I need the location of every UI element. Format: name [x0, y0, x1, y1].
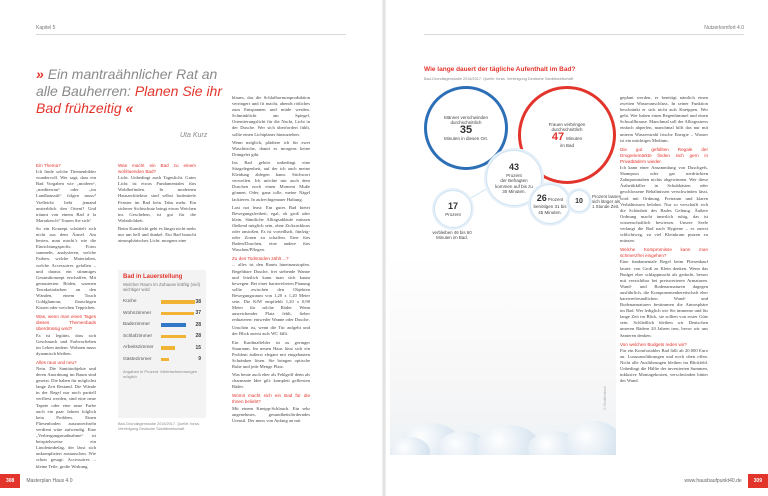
ranking-rows: [123, 296, 201, 365]
header-rule-left: [36, 34, 346, 35]
paragraph: blaues, das die Schlafhormonproduktion verringert und fit macht, abends rötliches zum Entspannen und müde werden. Schminklicht am Spiegel, Orientierungslicht für die Nacht, Licht in der Dusche. Wer sich überfordert fühlt, sollte einen Lichtplaner hinzuziehen.: [232, 95, 310, 137]
ranking-row: [123, 308, 201, 320]
ranking-label: Wohnzimmer: [123, 310, 152, 316]
segment-10-desc: lassen sich länger als 1 Stunde Zeit.: [592, 194, 622, 210]
ranking-source: Bad-Grundlagenstudie 2016/2017. Quelle: forsa. Vereinigung Deutsche Sanitärwirtschaft: [118, 422, 200, 431]
segment-26-text: benötigen 31 bis 45 Minuten.: [533, 204, 567, 215]
segment-10-unit: Prozent: [592, 194, 608, 199]
segment-10-text: [592, 194, 622, 210]
paragraph: Ich kann einer Ansammlung von Duschgels, Shampoos oder gar nerdrückten Zahnpastatuben nichts abgewinnen. Wer diese Ästhetikkiller in Schubkästen oder geschlossene Behältnissen verschwinden lässt, wird mit Ordnung, Freiraum und klaren Verhältnissen belohnt. Nur so verschafft sich die Schönheit des Bades Geltung. Äußere Ordnung macht innerlich ruhig, das ist wissenschaftlich bewiesen. Unsere Seele verlangt die Bad nach Hygiene – es zuerst schlichtweg, zu viel Kleinkram putzen zu müssen.: [620, 165, 708, 244]
paragraph: Es ist legitim, dass sich Geschmack und Farbvorlieben im Leben ändern. Wohnen muss dynamisch bleiben.: [36, 332, 96, 356]
ranking-bar: [161, 312, 194, 316]
page-number-left: 308: [0, 474, 20, 488]
paragraph: Nein. Die Sanitärobjekte und deren Anordnung im Raum sind gesetzt. Die haben für möglichst lange Zeit Bestand. Die Wände in der Regel nur noch partiell verfliest werden, sind eine neue Tapete oder eine neue Farbe auch ein paar Jahren folglich kein Problem. Einen Fliesenboden auszuwechseln verdient wäre aufwendig. Eine „Verbergungsmaßnahme“ ist beispielsweise ein Linoleumbelag, der lässt sich unkompliziert austauschen. Wie schon gesagt: Accessoires – kleine Teile, große Wirkung.: [36, 366, 96, 469]
chart-title: Wie lange dauert der tägliche Aufenthalt im Bad?: [424, 66, 576, 73]
interview-question: Was, wenn man einen Tages dieses Themenbads überdrüssig wird?: [36, 314, 96, 332]
ranking-row: [123, 319, 201, 331]
paragraph: Ein Kardinalfehler ist zu geringer Stauraum. Im neuen Haus lässt sich ein Problem äußerst elegant mit eingebauten Schränken lösen. Sie bringen optische Ruhe und jede Menge Platz.: [232, 339, 310, 369]
paragraph: Last not least: Ein gutes Bad bietet Bewegungsfreiheit, egal, ob groß oder klein. Sämtliche Alltagsabläufe müssen fließend möglich sein, ohne Zickzackkurs oder anstoßen. Es ist vorteilhaft, fünfzig- oder Zonen zu schaffen. Eine fürs Baden/Duschen, eine andere fürs Waschen/Pflegen.: [232, 204, 310, 253]
ranking-value: 37: [195, 310, 201, 317]
ranking-label: Küche: [123, 299, 137, 305]
ranking-value: 15: [195, 344, 201, 351]
segment-10-value: 10: [575, 197, 583, 205]
quote-open-mark: »: [36, 66, 44, 82]
ranking-box: [118, 270, 206, 418]
ranking-bar: [161, 358, 169, 362]
ranking-value: 28: [195, 321, 201, 328]
ranking-row: [123, 342, 201, 354]
paragraph: Beim Kunstlicht geht es längst nicht mehr nur um hell und dunkel. Ein Bad braucht atmosphärisches Licht: morgens eine: [118, 225, 196, 244]
ranking-subtitle: Welcher Raum im Zuhause kräftig (viel) wichtiger wird: [123, 282, 201, 292]
ranking-row: [123, 354, 201, 366]
women-unit: Minuten: [566, 136, 583, 142]
paragraph: Eine fundamentale Regel beim Fliesenkauf lautet: von Groß zu Klein denken. Wenn das Budget eher schlappmacht als gedacht, besser mit verzichtbar bei preiswerteren Armaturen. Wand- und Bodenarmaturen dagegen ausführlich, die Komponentenbereitschaft eher barrierefreundlichen. Wand- und Bodenarmaturen bestimmen die Atmosphäre im Bad. Wer lediglich wie Sie immense und für lange Zeit im Blick, sie sollten von erster Güte sein. Schließlich bleiben wir Deutschen unseren Bädern 20 Jahren treu, bevor wir uns Sanieren denken.: [620, 259, 708, 338]
paragraph: Für ein Komfortables Bad fällt ab 20.000 Euro an. Luxusausführungen und noch oben offen. Nicht alle Ausführungen bleiben im Blickfeld. Unbedingt die Hälfte der investierten Summen, inklusive Montagekosten, verschwinden hinter der Wand.: [620, 347, 708, 384]
ranking-value: 28: [195, 333, 201, 340]
paragraph: Mit einem Kneipp-Schlauch. Ein sehr angenehmes, gesundheitsförderndes Utensil. Der muss von Anfang an mit: [232, 405, 310, 423]
running-head-right: Nutzerkomfort 4.0: [704, 25, 744, 31]
author-name: Uta Kurz: [180, 132, 208, 139]
photo-credit: © Shutterstock: [603, 386, 607, 410]
paragraph: ... alles ist den Raum hineinzustopfen. Begehbare Dusche, frei stehende Wanne und letztlich kann man sich kaum bewegen. Bei einer barrierefreien Planung sollte zwischen den Objekten Bewegungsraum von 1,20 x 1,20 Meter sein. Die KfW empfiehlt 1,20 x 0,90 Meter für solche Räder. Wenn ausreichender Platz fehlt, lieber reduzieren: entweder Wanne oder Dusche.: [232, 262, 310, 323]
headline-part-2: Planen Sie ihr Bad frühzeitig: [36, 83, 223, 116]
men-post-text: Minuten in diesen Ort.: [443, 136, 489, 142]
segment-17-text: verbleiben 46 bis 60 Minuten im Bad.: [432, 230, 472, 241]
text-column-3: [232, 95, 310, 426]
ranking-bar: [161, 300, 195, 304]
ranking-row: [123, 296, 201, 308]
footer-url-right: www.hausbaufpunkt40.de: [684, 478, 742, 484]
text-column-4: [620, 95, 708, 386]
header-rule-right: [424, 34, 744, 35]
paragraph: Ich finde solche Themenbilder wundervoll. Wer sagt, dass ein Bad Vorgaben wie „modern“, „mediterran“ oder „im Landhausstil“ folgen muss? Vielleicht liebt jemand unsterblich den Orient? Und träumt von einem Bad à la Marrakesch? Trauen Sie sich!: [36, 169, 96, 223]
men-value: 35: [459, 124, 473, 137]
ranking-label: Badezimmer: [123, 322, 150, 328]
segment-43-unit: Prozent: [506, 172, 522, 178]
footer-left: [0, 474, 78, 488]
segment-26-value: 26: [536, 193, 547, 204]
text-column-1: [36, 160, 96, 472]
running-head-left: Kapitel 5: [36, 25, 56, 31]
interview-question: Zu den Todsünden zählt ...?: [232, 256, 289, 262]
ranking-label: Arbeitszimmer: [123, 345, 154, 351]
chart-source: Bad-Grundlagenstudie 2016/2017. Quelle: forsa. Vereinigung Deutsche Sanitärwirtschaft: [424, 77, 574, 81]
paragraph: geplant werden, er benötigt nämlich einen zweiten Wasseranschluss. In seiner Funktion beschränkt er sich nicht aufs Kneippen. Wer geht. Wer haben einen Regenhimmel und einen Schwallbrause. Manchmal soll der Alltagsstress einfach abperlen, manchmal hilft das nur mit unterm Wasserstrahl frische Energie – Wasser ist ein mächtiges Medium.: [620, 95, 708, 143]
interview-question: Alles raus und neu?: [36, 359, 77, 365]
text-column-2: [118, 160, 196, 246]
interview-question: Die gut gefüllten Regale der Drogeriemärkte finden sich gern in Privatbädern wieder.: [620, 146, 708, 164]
ranking-label: Schlafzimmer: [123, 333, 153, 339]
rubber-duck-photo: [390, 255, 616, 455]
interview-question: Womit macht sich ein Bad für die Ihnen beliebt?: [232, 393, 310, 405]
page-gutter: [382, 0, 386, 496]
ranking-label: Gästezimmer: [123, 356, 152, 362]
men-pre-text: Männer verschwinden durchschnittlich: [443, 114, 489, 125]
article-headline: [36, 66, 226, 117]
paragraph: Ins Bad gehört unbedingt eine Sitzgelegenheit, auf der ich auch meine Kleidung ablegen kann. Stichwort verweilen. Ich möchte mir auch dem Duschen noch einen Moment Muße gönnen. Oder, ganz tolle, meine Nägel lackieren. In aufrechtgenauer Haltung.: [232, 159, 310, 202]
bubble-segment-26: [530, 184, 570, 224]
ranking-value: 9: [198, 356, 201, 363]
ranking-bar: [161, 323, 186, 327]
segment-17-unit: Prozent: [445, 211, 461, 217]
ranking-title: Bad in Lauerstellung: [123, 274, 183, 280]
bubble-segment-10: [568, 190, 590, 212]
ranking-footnote: Angaben in Prozent. Mehrfachnennungen möglich: [123, 369, 198, 379]
interview-question: Von welchen Budgets reden wir?: [620, 341, 687, 347]
women-pre-text: Frauen verbringen durchschnittlich: [548, 121, 586, 132]
footer-title-left: Masterplan Haus 4.0: [26, 478, 73, 484]
interview-question: Ein Thema?: [36, 163, 61, 168]
women-value: 47: [551, 131, 565, 144]
ranking-row: [123, 331, 201, 343]
paragraph: Wenn möglich, plädiere ich für zwei Waschtische, damit es morgens keine Drängelei gibt.: [232, 139, 310, 157]
segment-43-value: 43: [508, 161, 519, 172]
segment-17-value: 17: [447, 200, 458, 211]
paragraph: Unschön ist, wenn die Tür aufgeht und der Blick zuerst aufs WC fällt.: [232, 325, 310, 337]
page-number-right: 309: [748, 474, 768, 488]
bubble-segment-17: [434, 190, 472, 228]
segment-26-unit: Prozent: [547, 197, 564, 203]
women-post-text: im Bad: [559, 143, 574, 149]
interview-question: Was macht ein Bad zu einem wohltuenden Bad?: [118, 163, 196, 175]
footer-right: [678, 474, 768, 488]
ranking-value: 38: [195, 298, 201, 305]
interview-question: Welche Kompromisse kann man schmerzfrei eingehen?: [620, 247, 708, 259]
paragraph: So ein Konzept schüttelt sich nicht aus dem Ärmel. Am besten, man macht’s wie die Einrichtungsprofis: Fotos sammeln, analysieren, welche Farben, welche Materialien, welche Accessoires gefallen – und daraus ein stimmiges Gesamtkonzept erschaffen. Mit gemusterten Böden, warmen Terrakottafarben an den Wänden, einem Touch Goldglamour, flauschigen Kissen oder weichen Teppichen.: [36, 225, 96, 311]
ranking-bar: [161, 346, 175, 350]
segment-43-text: der Befragten kommen auf bis zu 30 Minuten.: [495, 178, 533, 194]
ranking-bar: [161, 335, 186, 339]
paragraph: Licht. Unbedingt auch Tageslicht. Gutes Licht ist etwas Fundamentales fürs Wohlbefinden. In modernen Hausarchitektur sind selbst bodentiefe Fenster im Bad kein Tabu mehr. Ein sicherer Sichtschutz bringt etwas Weichen ins Geschehen, ist gut für die Wohnlichkeit.: [118, 175, 196, 223]
quote-close-mark: «: [125, 100, 134, 116]
headline-part-1: Ein mantraähnlicher Rat an alle Bauherren:: [36, 66, 218, 99]
paragraph: Was heute auch eher als Fehlgriff denn als charmante Idee gilt: komplett gefliesten Bäder.: [232, 372, 310, 390]
